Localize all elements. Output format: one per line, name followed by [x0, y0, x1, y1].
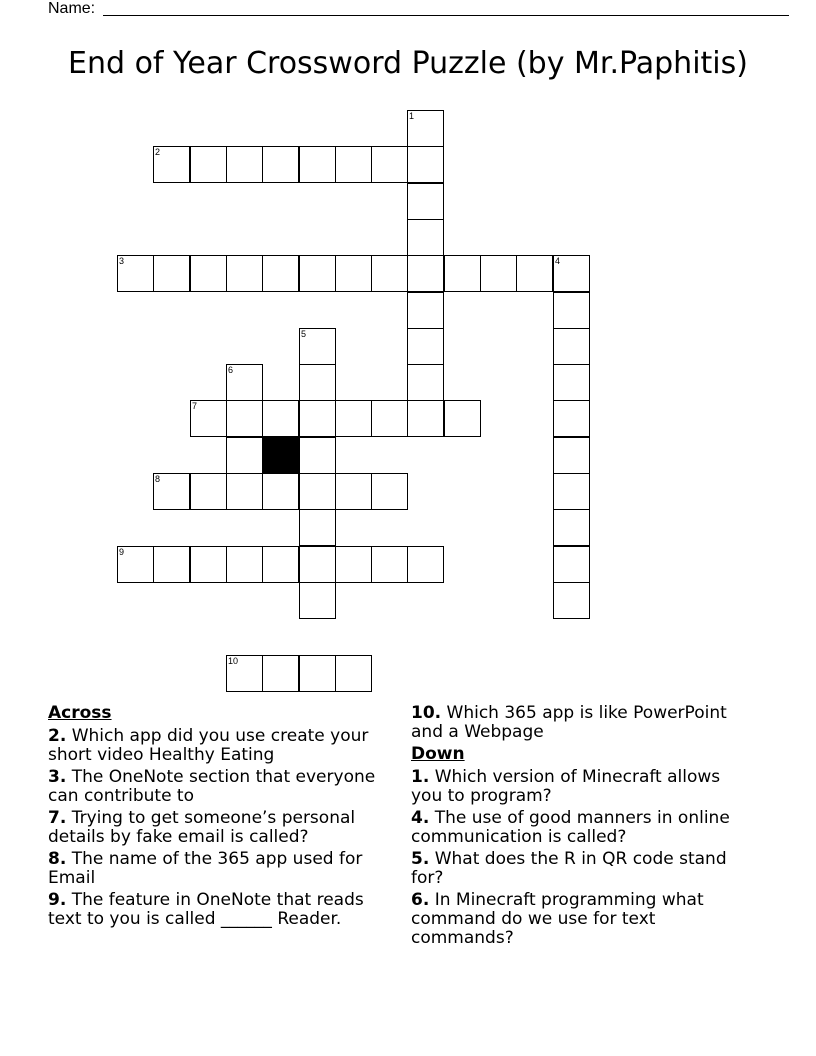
- clue-down: [411, 850, 756, 888]
- grid-cell[interactable]: [335, 655, 372, 692]
- down-heading: Down: [411, 744, 465, 764]
- clue-number-label: 4: [555, 256, 561, 266]
- clue-number-label: 5: [301, 329, 307, 339]
- clue-across: [48, 768, 393, 806]
- grid-cell[interactable]: [226, 146, 263, 183]
- grid-cell[interactable]: [553, 255, 590, 292]
- clue-number: 5.: [411, 849, 430, 869]
- grid-cell[interactable]: [371, 473, 408, 510]
- grid-cell[interactable]: [299, 255, 336, 292]
- grid-cell[interactable]: [117, 546, 154, 583]
- grid-cell[interactable]: [335, 146, 372, 183]
- clue-number-label: 3: [119, 256, 125, 266]
- grid-cell[interactable]: [371, 546, 408, 583]
- grid-cell[interactable]: [444, 400, 481, 437]
- grid-cell[interactable]: [299, 582, 336, 619]
- grid-cell[interactable]: [335, 473, 372, 510]
- clue-number: 2.: [48, 726, 67, 746]
- grid-cell[interactable]: [407, 328, 444, 365]
- grid-cell[interactable]: [407, 110, 444, 147]
- grid-cell[interactable]: [153, 473, 190, 510]
- clue-text: The feature in OneNote that reads text to you is called ______ Reader.: [48, 890, 364, 929]
- grid-cell[interactable]: [371, 146, 408, 183]
- clue-text: The name of the 365 app used for Email: [48, 849, 363, 888]
- grid-cell[interactable]: [407, 400, 444, 437]
- grid-cell[interactable]: [480, 255, 517, 292]
- clues-right-column: [411, 704, 756, 951]
- grid-cell[interactable]: [153, 255, 190, 292]
- clue-across: [411, 704, 756, 742]
- grid-cell[interactable]: [262, 655, 299, 692]
- grid-cell[interactable]: [190, 400, 227, 437]
- grid-cell[interactable]: [553, 292, 590, 329]
- grid-cell[interactable]: [299, 400, 336, 437]
- clue-text: Which app did you use create your short video Healthy Eating: [48, 726, 369, 765]
- clue-down: [411, 809, 756, 847]
- name-label: Name:: [48, 0, 96, 17]
- clue-down: [411, 768, 756, 806]
- clue-text: Which version of Minecraft allows you to program?: [411, 767, 721, 806]
- grid-cell[interactable]: [335, 400, 372, 437]
- grid-cell[interactable]: [299, 328, 336, 365]
- clue-across: [48, 727, 393, 765]
- clue-number: 9.: [48, 890, 67, 910]
- grid-cell[interactable]: [444, 255, 481, 292]
- grid-cell[interactable]: [226, 437, 263, 474]
- grid-cell[interactable]: [553, 473, 590, 510]
- clue-across: [48, 891, 393, 929]
- clue-number: 6.: [411, 890, 430, 910]
- clue-down: [411, 891, 756, 948]
- name-row: [48, 0, 748, 20]
- clue-number-label: 8: [155, 474, 161, 484]
- grid-cell[interactable]: [553, 400, 590, 437]
- grid-cell[interactable]: [335, 255, 372, 292]
- clue-number: 8.: [48, 849, 67, 869]
- grid-cell[interactable]: [226, 364, 263, 401]
- clue-number: 10.: [411, 703, 442, 723]
- clue-number-label: 2: [155, 147, 161, 157]
- clue-across: [48, 850, 393, 888]
- clue-text: Which 365 app is like PowerPoint and a Webpage: [411, 703, 727, 742]
- clue-text: Trying to get someone’s personal details by fake email is called?: [48, 808, 356, 847]
- grid-cell[interactable]: [553, 509, 590, 546]
- grid-cell[interactable]: [407, 219, 444, 256]
- grid-cell[interactable]: [262, 146, 299, 183]
- grid-cell[interactable]: [190, 255, 227, 292]
- grid-cell[interactable]: [226, 546, 263, 583]
- clue-across: [48, 809, 393, 847]
- grid-cell[interactable]: [153, 546, 190, 583]
- grid-cell[interactable]: [190, 146, 227, 183]
- grid-cell[interactable]: [190, 546, 227, 583]
- grid-cell[interactable]: [299, 473, 336, 510]
- grid-cell[interactable]: [299, 437, 336, 474]
- clue-text: In Minecraft programming what command do we use for text commands?: [411, 890, 704, 948]
- grid-cell[interactable]: [553, 437, 590, 474]
- clues-left-column: [48, 704, 393, 932]
- clue-number-label: 6: [228, 365, 234, 375]
- grid-cell[interactable]: [407, 364, 444, 401]
- grid-cell[interactable]: [190, 473, 227, 510]
- grid-cell[interactable]: [299, 509, 336, 546]
- grid-cell[interactable]: [153, 146, 190, 183]
- clue-number: 1.: [411, 767, 430, 787]
- clue-number: 7.: [48, 808, 67, 828]
- grid-cell[interactable]: [226, 255, 263, 292]
- grid-cell[interactable]: [262, 400, 299, 437]
- grid-cell[interactable]: [407, 183, 444, 220]
- grid-cell[interactable]: [117, 255, 154, 292]
- clue-text: What does the R in QR code stand for?: [411, 849, 727, 888]
- grid-cell[interactable]: [553, 582, 590, 619]
- grid-cell[interactable]: [516, 255, 553, 292]
- grid-cell[interactable]: [262, 473, 299, 510]
- grid-cell[interactable]: [371, 255, 408, 292]
- grid-cell[interactable]: [407, 292, 444, 329]
- grid-cell[interactable]: [553, 364, 590, 401]
- grid-cell[interactable]: [226, 400, 263, 437]
- clue-text: The OneNote section that everyone can contribute to: [48, 767, 376, 806]
- page-title: End of Year Crossword Puzzle (by Mr.Paphitis): [68, 46, 748, 81]
- grid-cell[interactable]: [407, 546, 444, 583]
- grid-cell[interactable]: [299, 146, 336, 183]
- grid-cell[interactable]: [262, 546, 299, 583]
- grid-cell[interactable]: [226, 655, 263, 692]
- name-line[interactable]: [103, 15, 789, 16]
- grid-cell[interactable]: [371, 400, 408, 437]
- grid-cell[interactable]: [299, 655, 336, 692]
- clue-text: The use of good manners in online communication is called?: [411, 808, 730, 847]
- clue-number: 4.: [411, 808, 430, 828]
- grid-cell[interactable]: [553, 546, 590, 583]
- grid-cell[interactable]: [262, 255, 299, 292]
- clue-number-label: 10: [228, 656, 239, 666]
- clue-number-label: 1: [409, 111, 415, 121]
- grid-cell[interactable]: [407, 255, 444, 292]
- grid-cell[interactable]: [299, 546, 336, 583]
- grid-cell[interactable]: [335, 546, 372, 583]
- grid-cell[interactable]: [226, 473, 263, 510]
- grid-cell[interactable]: [407, 146, 444, 183]
- clue-number-label: 9: [119, 547, 125, 557]
- grid-cell[interactable]: [553, 328, 590, 365]
- across-heading: Across: [48, 703, 112, 723]
- grid-cell[interactable]: [299, 364, 336, 401]
- clue-number: 3.: [48, 767, 67, 787]
- clue-number-label: 7: [192, 401, 198, 411]
- black-cell: [262, 437, 299, 474]
